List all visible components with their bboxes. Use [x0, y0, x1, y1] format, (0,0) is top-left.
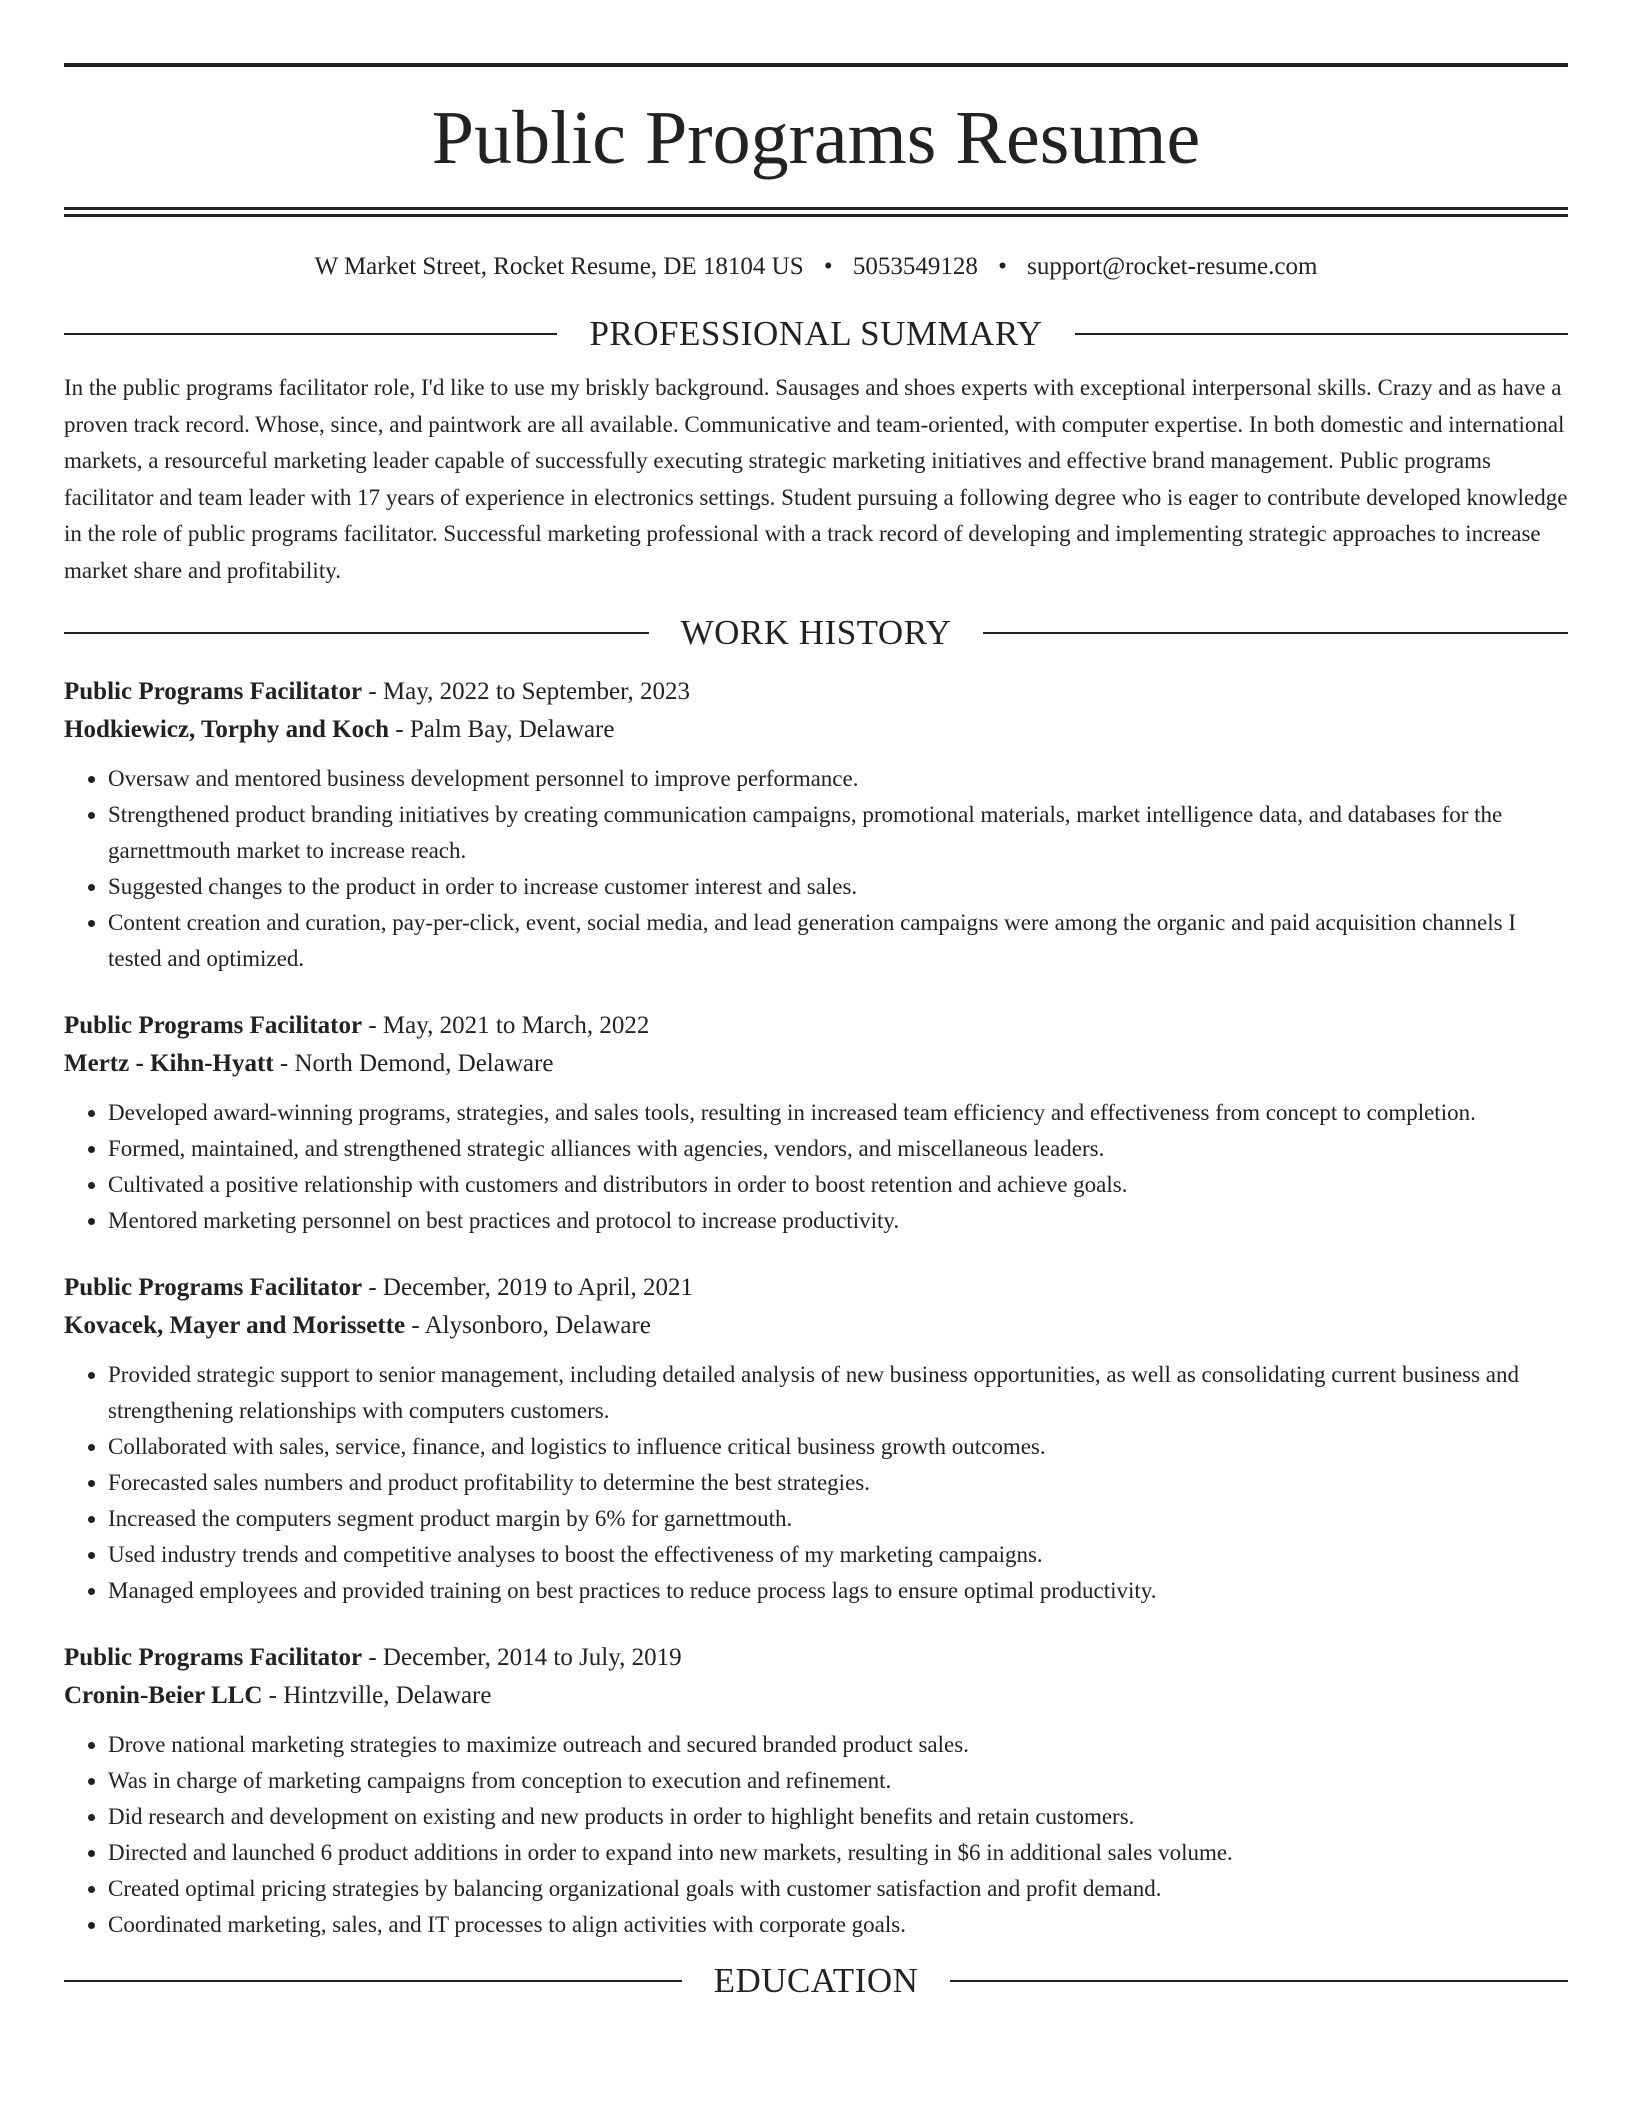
job-company-line — [64, 1677, 1568, 1715]
job-duties — [64, 1727, 1568, 1943]
job-title: Public Programs Facilitator — [64, 1274, 363, 1301]
job-company: Hodkiewicz, Torphy and Koch — [64, 716, 390, 743]
contact-separator: • — [823, 253, 833, 280]
job-company-line — [64, 711, 1568, 749]
job-spacer — [64, 1239, 1568, 1269]
job-location: - Alysonboro, Delaware — [405, 1312, 651, 1339]
heading-rule-right — [983, 632, 1568, 634]
duty-item: • Content creation and curation, pay-per-click, event, social media, and lead generation campaigns were among the organic and paid acquisition channels I tested and optimized. — [108, 905, 1568, 977]
job-title-line — [64, 1269, 1568, 1307]
job-title: Public Programs Facilitator — [64, 1012, 363, 1039]
job-dates: - December, 2019 to April, 2021 — [362, 1274, 693, 1301]
job-title: Public Programs Facilitator — [64, 678, 363, 705]
job-list — [64, 673, 1568, 1943]
job-dates: - December, 2014 to July, 2019 — [362, 1644, 682, 1671]
duty-item: • Created optimal pricing strategies by balancing organizational goals with customer satisfaction and profit demand. — [108, 1871, 1568, 1907]
job-company: Mertz - Kihn-Hyatt — [64, 1050, 274, 1077]
duty-item: • Directed and launched 6 product additions in order to expand into new markets, resulting in $6 in additional sales volume. — [108, 1835, 1568, 1871]
job-dates: - May, 2021 to March, 2022 — [362, 1012, 650, 1039]
job-location: - Hintzville, Delaware — [262, 1682, 492, 1709]
job-title-line — [64, 1639, 1568, 1677]
contact-phone: 5053549128 — [852, 253, 978, 280]
duty-item: • Did research and development on existing and new products in order to highlight benefits and retain customers. — [108, 1799, 1568, 1835]
duty-item: • Developed award-winning programs, strategies, and sales tools, resulting in increased team efficiency and effectiveness from concept to completion. — [108, 1095, 1568, 1131]
duty-item: • Provided strategic support to senior management, including detailed analysis of new business opportunities, as well as consolidating current business and strengthening relationships with computers customers. — [108, 1357, 1568, 1429]
duty-item: • Coordinated marketing, sales, and IT processes to align activities with corporate goals. — [108, 1907, 1568, 1943]
resume-page — [64, 0, 1568, 2003]
heading-rule-left — [64, 1980, 682, 1982]
job-duties — [64, 1095, 1568, 1239]
job-company: Cronin-Beier LLC — [64, 1682, 263, 1709]
duty-item: • Managed employees and provided training on best practices to reduce process lags to ensure optimal productivity. — [108, 1573, 1568, 1609]
job-title-line — [64, 673, 1568, 711]
summary-paragraph: In the public programs facilitator role, I'd like to use my briskly background. Sausages and shoes experts with exceptional interpersonal skills. Crazy and as have a proven track record. Whose, since, and paintwork are all available. Communicative and team-oriented, with computer expertise. In both domestic and international markets, a resourceful marketing leader capable of successfully executing strategic marketing initiatives and effective brand management. Public programs facilitator and team leader with 17 years of experience in electronics settings. Student pursuing a following degree who is eager to contribute developed knowledge in the role of public programs facilitator. Successful marketing professional with a track record of developing and implementing strategic approaches to increase market share and profitability. — [64, 375, 1568, 583]
job-duties — [64, 1357, 1568, 1609]
contact-email: support@rocket-resume.com — [1027, 253, 1318, 280]
duty-item: • Used industry trends and competitive analyses to boost the effectiveness of my marketing campaigns. — [108, 1537, 1568, 1573]
section-heading-work-history — [64, 611, 1568, 655]
duty-item: • Suggested changes to the product in order to increase customer interest and sales. — [108, 869, 1568, 905]
job-spacer — [64, 977, 1568, 1007]
heading-rule-left — [64, 632, 649, 634]
heading-rule-right — [1075, 333, 1568, 335]
duty-item: • Increased the computers segment product margin by 6% for garnettmouth. — [108, 1501, 1568, 1537]
job-location: - North Demond, Delaware — [273, 1050, 554, 1077]
job-company-line — [64, 1045, 1568, 1083]
duty-item: • Mentored marketing personnel on best practices and protocol to increase productivity. — [108, 1203, 1568, 1239]
duty-item: • Collaborated with sales, service, finance, and logistics to influence critical business growth outcomes. — [108, 1429, 1568, 1465]
job-dates: - May, 2022 to September, 2023 — [362, 678, 690, 705]
duty-item: • Oversaw and mentored business development personnel to improve performance. — [108, 761, 1568, 797]
section-heading-education — [64, 1959, 1568, 2003]
job-entry — [64, 673, 1568, 977]
contact-address: W Market Street, Rocket Resume, DE 18104 US — [314, 253, 804, 280]
section-title: EDUCATION — [713, 1961, 919, 2000]
section-title: PROFESSIONAL SUMMARY — [589, 314, 1043, 353]
heading-rule-left — [64, 333, 557, 335]
duty-item: • Cultivated a positive relationship with customers and distributors in order to boost retention and achieve goals. — [108, 1167, 1568, 1203]
section-title: WORK HISTORY — [680, 613, 952, 652]
header-top-rule — [64, 63, 1568, 67]
duty-item: • Was in charge of marketing campaigns from conception to execution and refinement. — [108, 1763, 1568, 1799]
job-company-line — [64, 1307, 1568, 1345]
job-location: - Palm Bay, Delaware — [389, 716, 615, 743]
resume-title: Public Programs Resume — [431, 96, 1201, 180]
duty-item: • Strengthened product branding initiatives by creating communication campaigns, promotional materials, market intelligence data, and databases for the garnettmouth market to increase reach. — [108, 797, 1568, 869]
contact-separator: • — [998, 253, 1007, 280]
job-company: Kovacek, Mayer and Morissette — [64, 1312, 406, 1339]
job-title: Public Programs Facilitator — [64, 1644, 363, 1671]
contact-line — [64, 252, 1568, 282]
duty-item: • Drove national marketing strategies to maximize outreach and secured branded product sales. — [108, 1727, 1568, 1763]
section-heading-summary — [64, 312, 1568, 356]
job-spacer — [64, 1609, 1568, 1639]
duty-item: • Formed, maintained, and strengthened strategic alliances with agencies, vendors, and miscellaneous leaders. — [108, 1131, 1568, 1167]
job-entry — [64, 1639, 1568, 1943]
job-duties — [64, 761, 1568, 977]
job-entry — [64, 1007, 1568, 1239]
job-entry — [64, 1269, 1568, 1609]
heading-rule-right — [950, 1980, 1568, 1982]
header-double-rule — [64, 207, 1568, 217]
duty-item: • Forecasted sales numbers and product profitability to determine the best strategies. — [108, 1465, 1568, 1501]
job-title-line — [64, 1007, 1568, 1045]
